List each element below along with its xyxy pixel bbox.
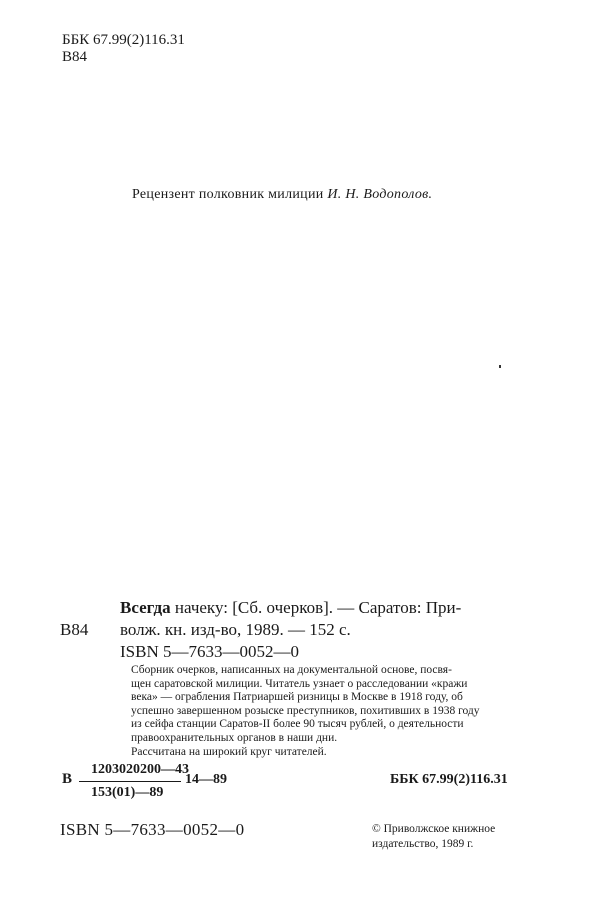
annotation-line: щен саратовской милиции. Читатель узнает о расследовании «кражи — [131, 677, 468, 690]
annotation-line: века» — ограбления Патриаршей ризницы в Москве в 1918 году, об — [131, 691, 463, 704]
bbk-code: ББК 67.99(2)116.31 — [62, 32, 185, 48]
imprint-denominator: 153(01)—89 — [91, 785, 164, 800]
catalog-title-line — [120, 598, 461, 618]
annotation-line: успешно завершенном розыске преступников, похитивших в 1938 году — [131, 704, 480, 717]
imprint-suffix: 14—89 — [185, 772, 227, 787]
annotation-line: из сейфа станции Саратов-II более 90 тысяч рублей, о деятельности — [131, 718, 464, 731]
fraction-bar — [79, 781, 181, 782]
copyright-line: © Приволжское книжное — [372, 823, 496, 835]
reviewer-prefix: Рецензент полковник милиции — [132, 187, 328, 202]
isbn: ISBN 5—7633—0052—0 — [60, 820, 245, 839]
annotation-line: Сборник очерков, написанных на документальной основе, посвя- — [131, 664, 452, 676]
imprint-letter: В — [62, 771, 73, 787]
author-code: В84 — [62, 49, 88, 65]
bbk-classification-top — [62, 32, 185, 66]
catalog-title: Всегда — [120, 598, 171, 617]
bbk-classification-right: ББК 67.99(2)116.31 — [390, 772, 508, 787]
copyright-notice — [372, 822, 495, 852]
catalog-publisher-line: волж. кн. изд-во, 1989. — 152 с. — [120, 620, 351, 639]
speck-mark — [499, 365, 501, 368]
catalog-code: В84 — [60, 620, 89, 639]
imprint-numerator: 1203020200—43 — [91, 762, 189, 777]
catalog-isbn-line: ISBN 5—7633—0052—0 — [120, 642, 299, 661]
copyright-line: издательство, 1989 г. — [372, 838, 474, 850]
reviewer-line — [132, 187, 432, 203]
annotation-line: правоохранительных органов в наши дни. — [131, 731, 338, 744]
annotation — [131, 664, 543, 759]
reviewer-name: И. Н. Водополов. — [327, 187, 433, 202]
catalog-title-rest: начеку: [Сб. очерков]. — Саратов: При- — [170, 598, 462, 617]
annotation-audience: Рассчитана на широкий круг читателей. — [131, 745, 327, 758]
